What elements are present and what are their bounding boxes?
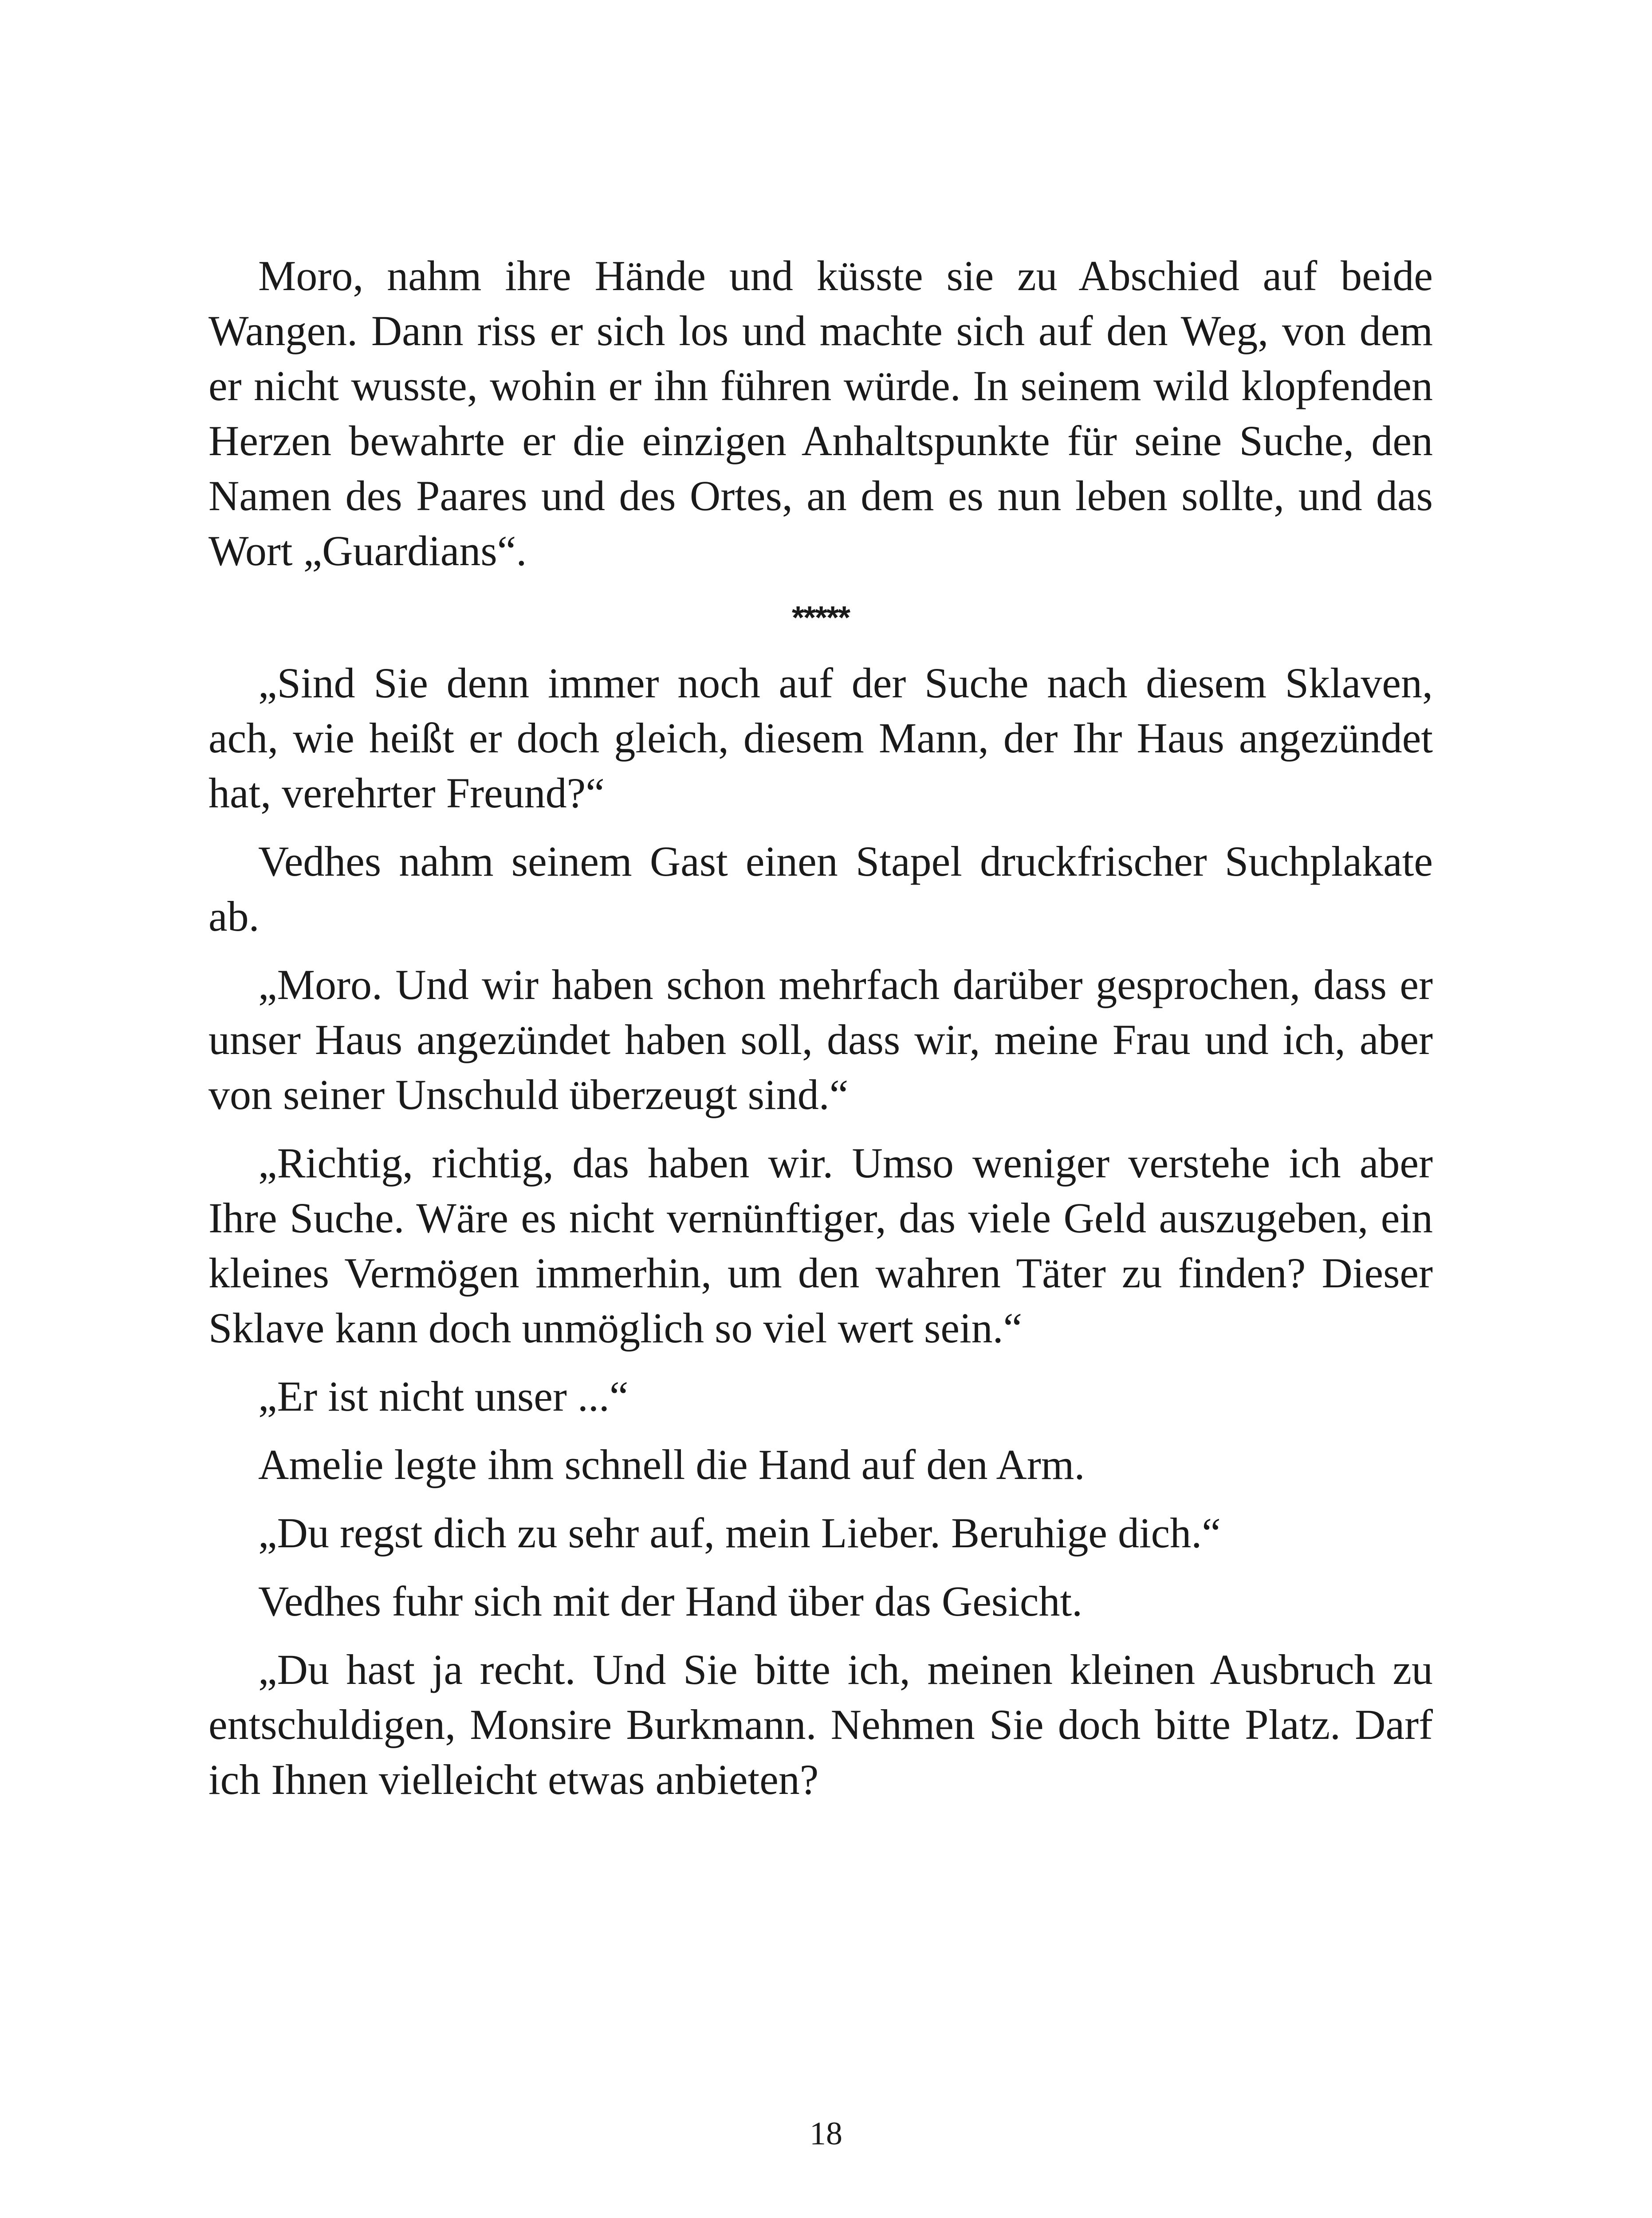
paragraph: Moro, nahm ihre Hände und küsste sie zu Abschied auf beide Wangen. Dann riss er sich los und machte sich auf den Weg, von dem er nicht wusste, wohin er ihn führen würde. In seinem wild klopfenden Herzen bewahrte er die einzigen Anhaltspunkte für seine Suche, den Namen des Paares und des Ortes, an dem es nun leben sollte, und das Wort „Guardians“.	[208, 252, 1433, 574]
paragraph: „Er ist nicht unser ...“	[258, 1372, 629, 1420]
paragraph: „Sind Sie denn immer noch auf der Suche nach diesem Sklaven, ach, wie heißt er doch gleich, diesem Mann, der Ihr Haus angezündet hat, verehrter Freund?“	[208, 659, 1433, 817]
paragraph: „Du hast ja recht. Und Sie bitte ich, meinen kleinen Ausbruch zu entschuldigen, Monsire Burkmann. Nehmen Sie doch bitte Platz. Darf ich Ihnen vielleicht etwas anbieten?	[208, 1646, 1433, 1803]
paragraph: „Moro. Und wir haben schon mehrfach darüber gesprochen, dass er unser Haus angezündet haben soll, dass wir, meine Frau und ich, aber von seiner Unschuld überzeugt sind.“	[208, 961, 1433, 1118]
scene-separator: *****	[791, 600, 850, 636]
page-number: 18	[810, 2116, 842, 2152]
paragraph: „Richtig, richtig, das haben wir. Umso weniger verstehe ich aber Ihre Suche. Wäre es nicht vernünftiger, das viele Geld auszugeben, ein kleines Vermögen immerhin, um den wahren Täter zu finden? Dieser Sklave kann doch unmöglich so viel wert sein.“	[208, 1139, 1433, 1352]
paragraph: „Du regst dich zu sehr auf, mein Lieber. Beruhige dich.“	[258, 1509, 1221, 1557]
body-text	[208, 248, 1433, 1807]
paragraph: Vedhes fuhr sich mit der Hand über das Gesicht.	[258, 1577, 1083, 1625]
paragraph: Amelie legte ihm schnell die Hand auf den Arm.	[258, 1441, 1085, 1488]
paragraph: Vedhes nahm seinem Gast einen Stapel druckfrischer Suchplakate ab.	[208, 838, 1433, 940]
